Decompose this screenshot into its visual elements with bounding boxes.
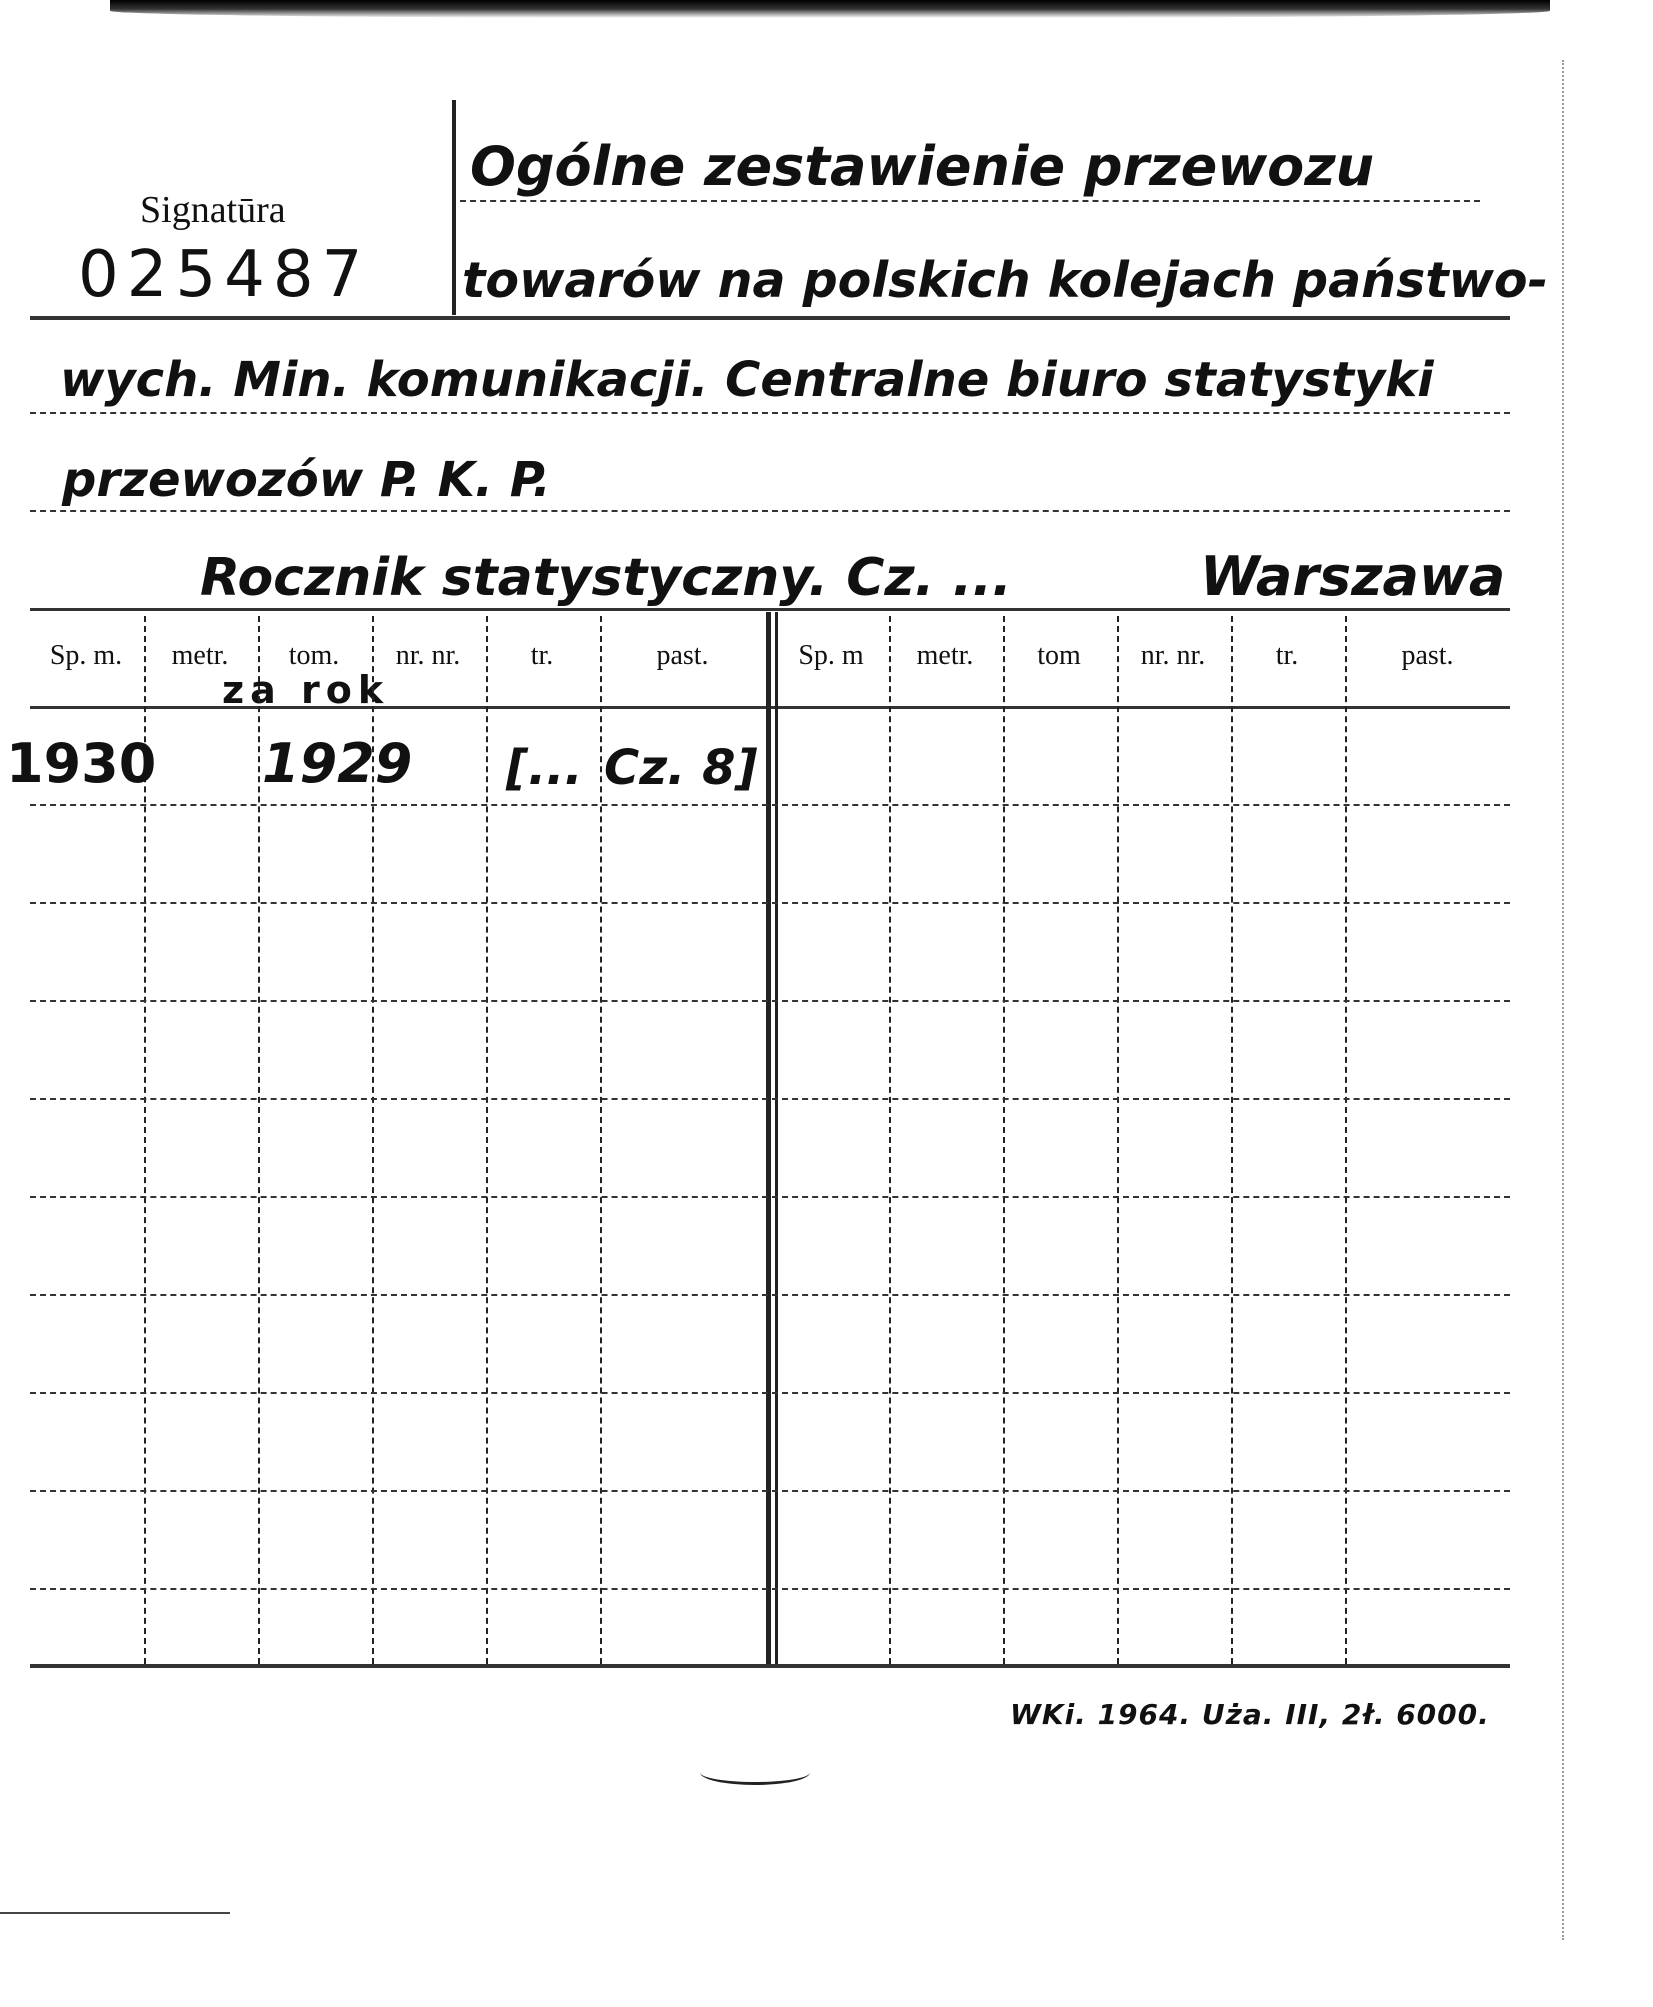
row-line	[30, 1196, 1510, 1198]
row-line	[30, 902, 1510, 904]
col-header-past: past.	[656, 640, 709, 671]
header-rule	[30, 316, 1510, 320]
row-line	[30, 804, 1510, 806]
signature-divider	[452, 100, 456, 315]
row-line	[30, 1000, 1510, 1002]
column-divider	[258, 616, 260, 1664]
col-header-past: past.	[1401, 640, 1454, 671]
col-header-tom: tom.	[288, 640, 340, 671]
title-line-3: wych. Min. komunikacji. Centralne biuro statystyki	[60, 352, 1434, 408]
title-line-1: Ogólne zestawienie przewozu	[470, 135, 1375, 198]
print-note: WKi. 1964. Uża. III, 2ł. 6000.	[1010, 1698, 1490, 1731]
col-header-metr: metr.	[171, 640, 229, 671]
cell-sp-m: 1930	[6, 732, 157, 795]
cell-tom: 1929	[262, 732, 413, 795]
cell-past: Cz. 8]	[604, 740, 758, 796]
col-header-sp-m: Sp. m	[798, 640, 864, 671]
subtitle: Rocznik statystyczny. Cz. ...	[200, 548, 1012, 608]
column-divider	[1003, 616, 1005, 1664]
rule-line	[30, 412, 1510, 414]
scan-edge-right	[1562, 60, 1564, 1940]
col-header-tr: tr.	[530, 640, 554, 671]
scan-edge-bottom	[0, 1912, 230, 1914]
row-line	[30, 1294, 1510, 1296]
year-annotation: za rok	[222, 668, 390, 712]
column-divider	[889, 616, 891, 1664]
col-header-tr: tr.	[1275, 640, 1299, 671]
table-top-rule	[30, 608, 1510, 611]
column-divider	[600, 616, 602, 1664]
column-divider	[486, 616, 488, 1664]
row-line	[30, 1588, 1510, 1590]
title-line-4: przewozów P. K. P.	[62, 452, 551, 508]
col-header-sp-m: Sp. m.	[49, 640, 123, 671]
table-center-divider	[775, 612, 778, 1664]
column-divider	[1117, 616, 1119, 1664]
column-divider	[1345, 616, 1347, 1664]
col-header-nr-nr: nr. nr.	[395, 640, 461, 671]
scan-edge-top	[110, 0, 1550, 18]
place: Warszawa	[1200, 545, 1506, 608]
col-header-tom: tom	[1037, 640, 1081, 671]
cell-tr: [...	[506, 740, 583, 796]
col-header-metr: metr.	[916, 640, 974, 671]
signature-label: Signatūra	[140, 189, 286, 231]
table-center-divider	[766, 612, 771, 1664]
signature-number: 025487	[78, 238, 371, 312]
column-divider	[1231, 616, 1233, 1664]
row-line	[30, 1490, 1510, 1492]
col-header-nr-nr: nr. nr.	[1140, 640, 1206, 671]
row-line	[30, 1392, 1510, 1394]
row-line	[30, 1098, 1510, 1100]
table-bottom-rule	[30, 1664, 1510, 1668]
rule-line	[30, 510, 1510, 512]
scan-mark	[700, 1760, 810, 1785]
rule-line	[460, 200, 1480, 202]
title-line-2: towarów na polskich kolejach państwo-	[462, 252, 1548, 309]
